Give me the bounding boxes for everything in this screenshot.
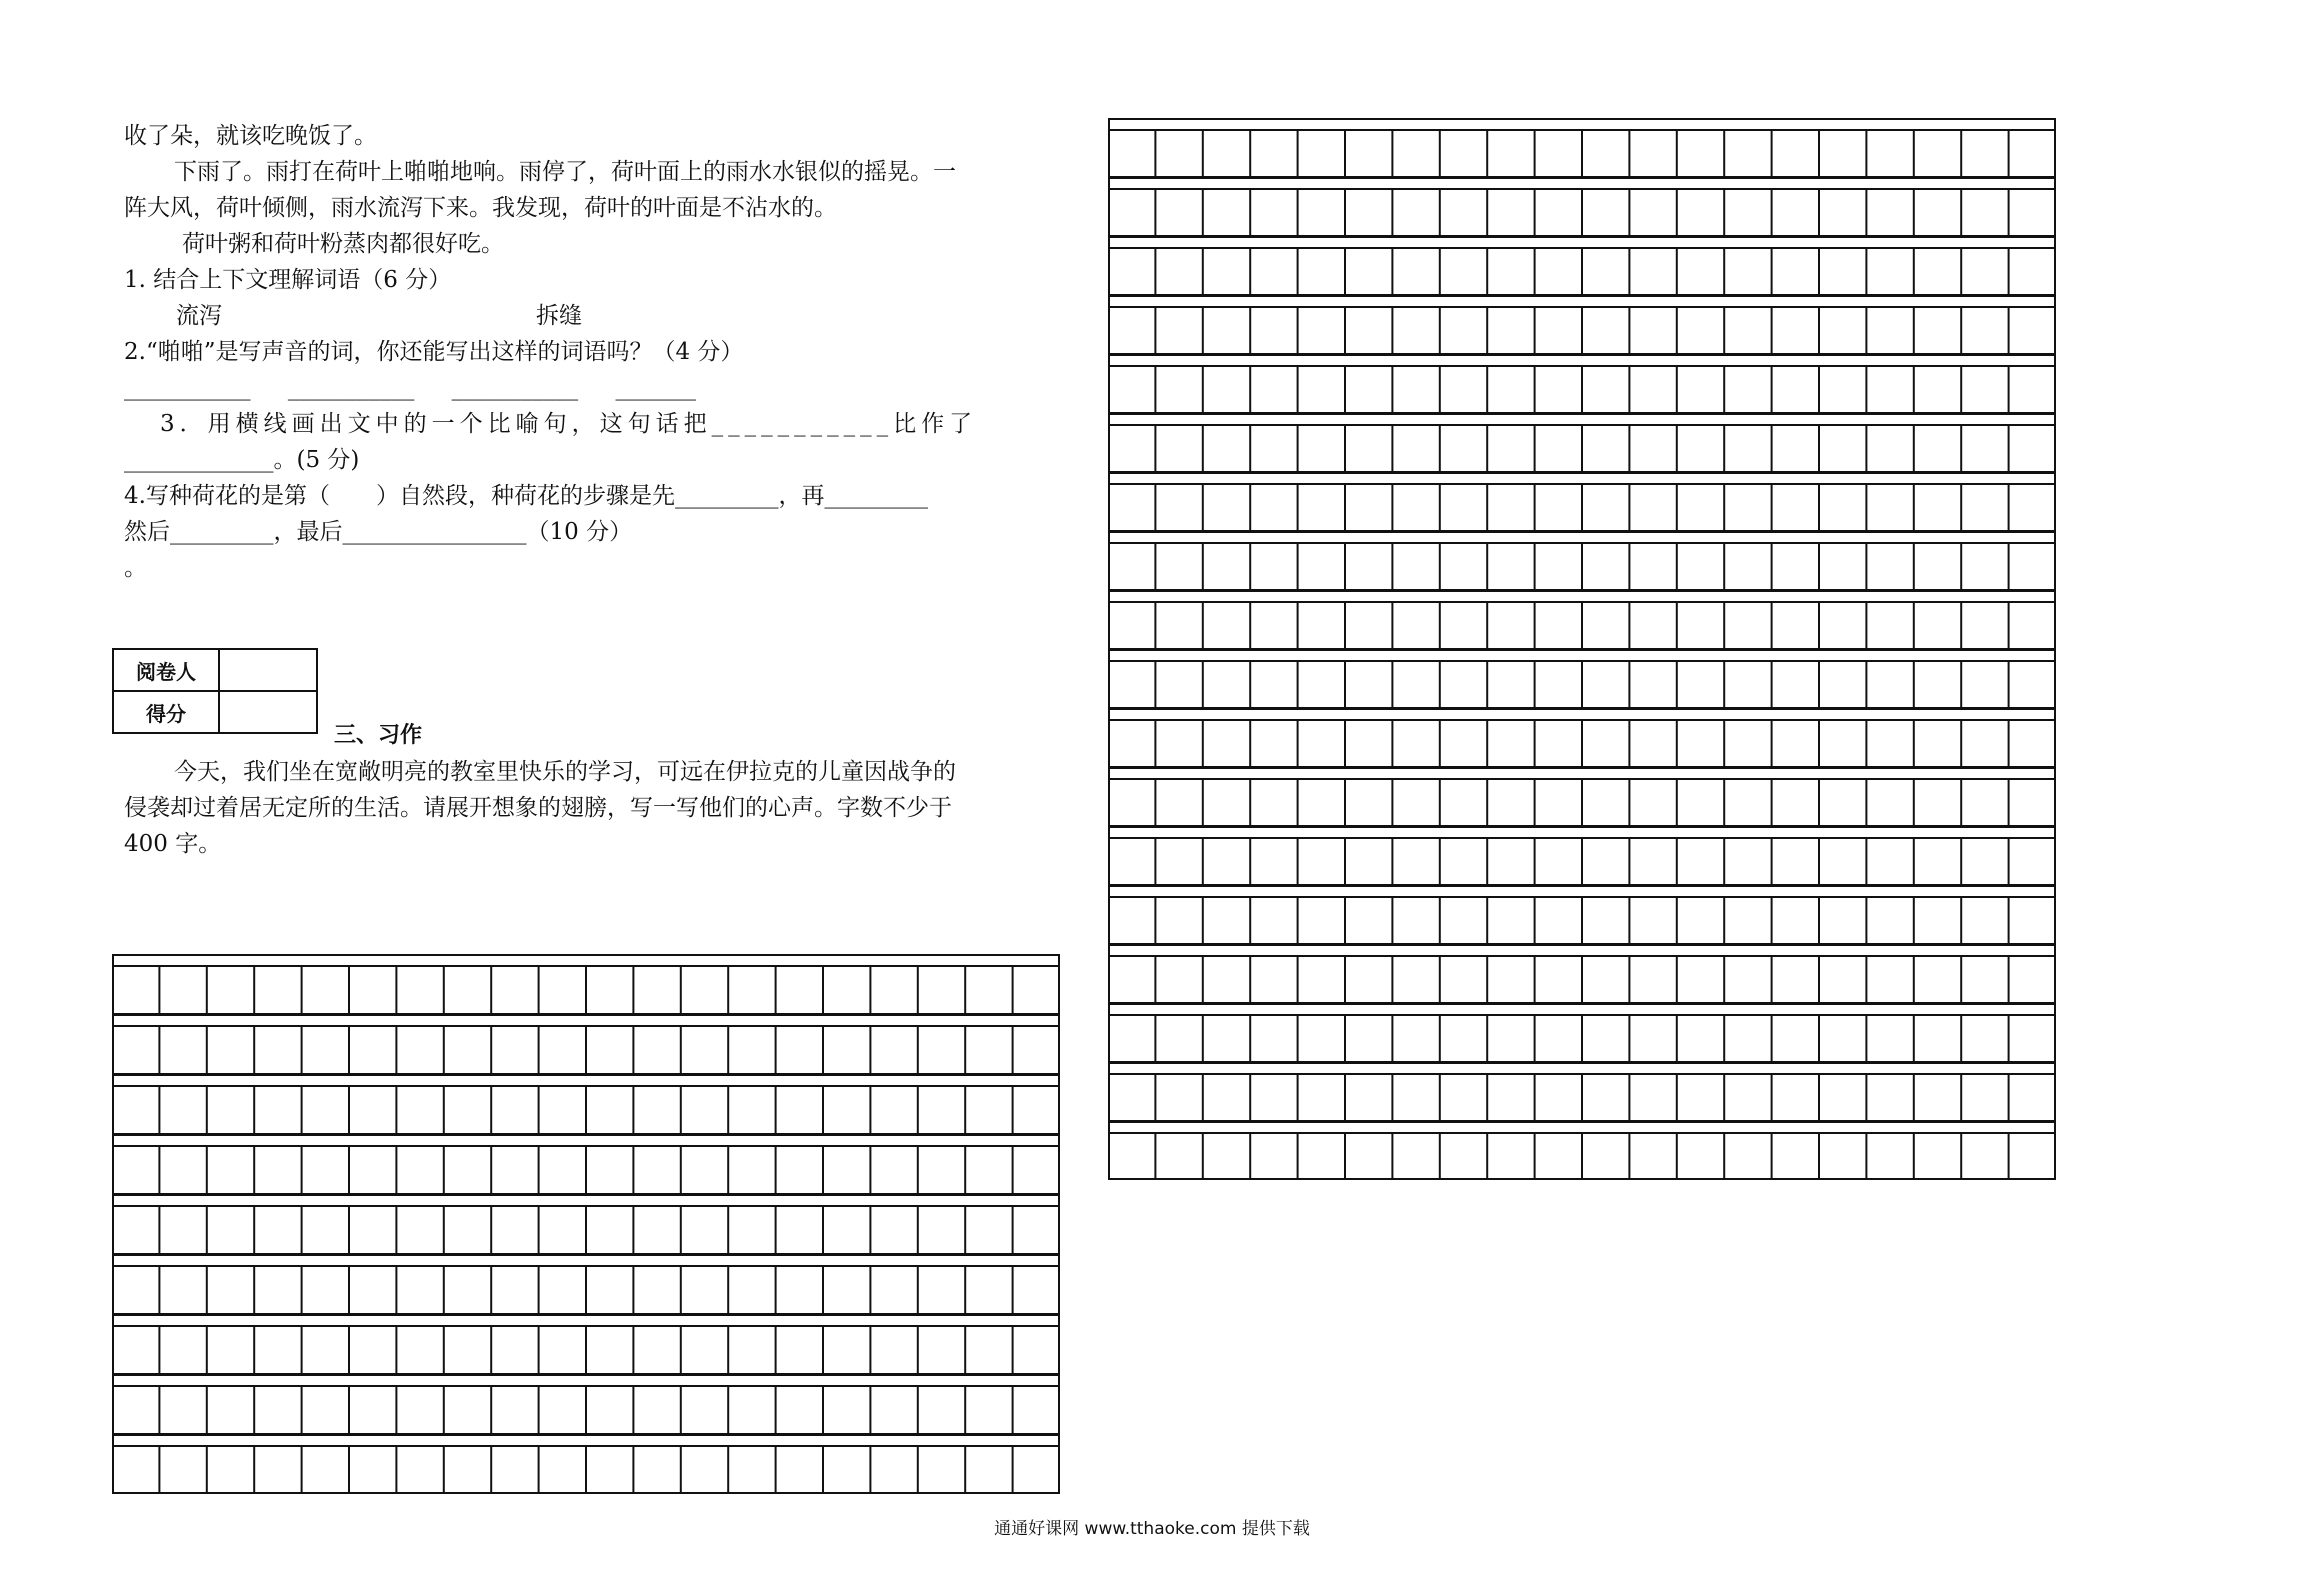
question-2-blanks [124,370,1024,406]
question-4-line-1: 4.写种荷花的是第（ ）自然段，种荷花的步骤是先_________，再_________ [124,483,928,509]
answer-blank: ___________ [124,375,251,401]
prompt-line-3: 400 字。 [124,831,222,857]
passage-para-2-line-2: 阵大风，荷叶倾侧，雨水流泻下来。我发现，荷叶的叶面是不沾水的。 [124,195,837,221]
score-label: 得分 [113,691,219,733]
section-title: 三、习作 [334,723,423,748]
score-cell [219,691,317,733]
footer-credit: 通通好课网 www.tthaoke.com 提供下载 [994,1519,1310,1539]
question-4-line-3: 。 [124,555,147,581]
passage-line-1: 收了朵，就该吃晚饭了。 [124,123,377,149]
prompt-line-1: 今天，我们坐在宽敞明亮的教室里快乐的学习，可远在伊拉克的儿童因战争的 [174,759,956,785]
answer-blank: ___________ [287,375,415,401]
writing-grid-right [1108,118,2056,1180]
writing-grid-right-svg [1108,118,2056,1180]
question-4-line-2: 然后_________，最后________________（10 分） [124,519,633,545]
question-2: 2.“啪啪”是写声音的词，你还能写出这样的词语吗？（4 分） [124,339,744,365]
score-table [112,648,318,734]
vocab-word-1: 流泻 [176,303,222,329]
prompt-line-2: 侵袭却过着居无定所的生活。请展开想象的翅膀，写一写他们的心声。字数不少于 [124,795,952,821]
question-3-line-1: 3．用横线画出文中的一个比喻句，这句话把___________比作了 [160,411,978,437]
passage-para-2-line-1: 下雨了。雨打在荷叶上啪啪地响。雨停了，荷叶面上的雨水水银似的摇晃。一 [174,159,956,185]
writing-grid-left-svg [112,954,1060,1494]
question-1-words [124,298,1024,334]
question-3-line-2: _____________。(5 分) [124,447,360,473]
vocab-word-2: 拆缝 [536,303,582,329]
answer-blank: ___________ [451,375,579,401]
answer-blank: _______ [615,375,696,401]
reviewer-cell [219,649,317,691]
writing-grid-left [112,954,1060,1494]
reviewer-label: 阅卷人 [113,649,219,691]
passage-para-3: 荷叶粥和荷叶粉蒸肉都很好吃。 [182,231,504,257]
reading-passage [124,118,1024,586]
question-1: 1. 结合上下文理解词语（6 分） [124,267,452,293]
essay-prompt [124,754,1024,862]
